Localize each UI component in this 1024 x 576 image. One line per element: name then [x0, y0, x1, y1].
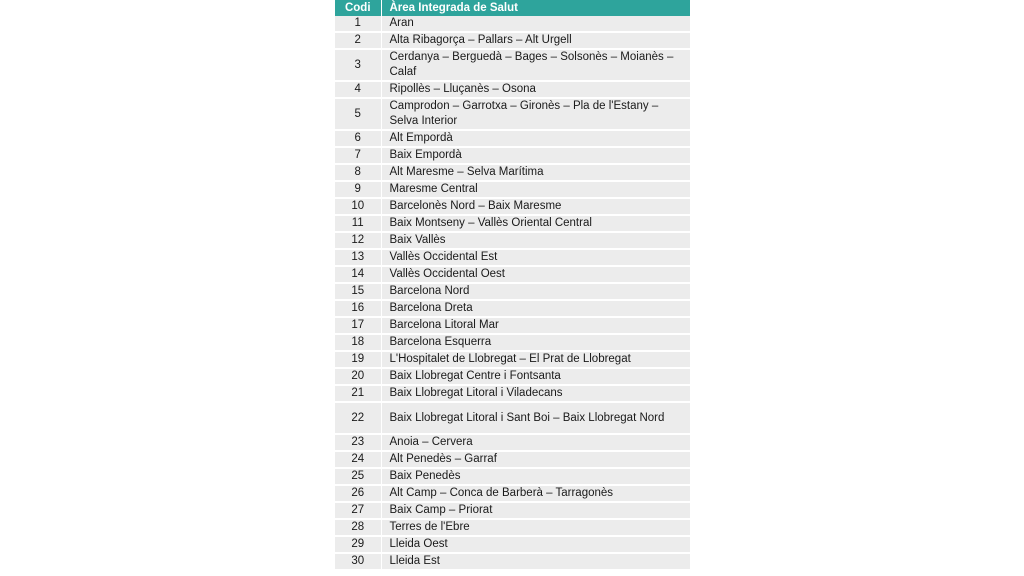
row-area-name: Terres de l'Ebre: [381, 519, 690, 536]
row-code: 15: [335, 283, 381, 300]
table-row: [335, 519, 690, 536]
row-area-name: Vallès Occidental Oest: [381, 266, 690, 283]
row-area-name: Baix Penedès: [381, 468, 690, 485]
row-code: 19: [335, 351, 381, 368]
row-area-name: Lleida Oest: [381, 536, 690, 553]
row-area-name: Barcelona Dreta: [381, 300, 690, 317]
table-row: [335, 249, 690, 266]
row-area-name: L'Hospitalet de Llobregat – El Prat de Llobregat: [381, 351, 690, 368]
row-code: 21: [335, 385, 381, 402]
table-row: [335, 385, 690, 402]
row-code: 27: [335, 502, 381, 519]
row-code: 18: [335, 334, 381, 351]
table-row: [335, 351, 690, 368]
row-code: 1: [335, 16, 381, 32]
row-area-name: Barcelonès Nord – Baix Maresme: [381, 198, 690, 215]
table-row: [335, 181, 690, 198]
row-code: 13: [335, 249, 381, 266]
row-area-name: Barcelona Litoral Mar: [381, 317, 690, 334]
row-code: 17: [335, 317, 381, 334]
table-row: [335, 536, 690, 553]
row-code: 14: [335, 266, 381, 283]
row-code: 4: [335, 81, 381, 98]
table-row: [335, 266, 690, 283]
table-row: [335, 368, 690, 385]
table-row: [335, 502, 690, 519]
table-row: [335, 81, 690, 98]
row-code: 8: [335, 164, 381, 181]
row-code: 22: [335, 402, 381, 434]
row-area-name: Alt Empordà: [381, 130, 690, 147]
table-row: [335, 468, 690, 485]
table-row: [335, 334, 690, 351]
row-code: 6: [335, 130, 381, 147]
row-code: 25: [335, 468, 381, 485]
row-code: 10: [335, 198, 381, 215]
table-row: [335, 130, 690, 147]
row-code: 29: [335, 536, 381, 553]
table-row: [335, 232, 690, 249]
row-area-name: Barcelona Esquerra: [381, 334, 690, 351]
header-code: Codi: [335, 0, 381, 16]
row-area-name: Baix Montseny – Vallès Oriental Central: [381, 215, 690, 232]
row-area-name: Baix Llobregat Centre i Fontsanta: [381, 368, 690, 385]
health-areas-table: [335, 0, 691, 571]
row-code: 30: [335, 553, 381, 570]
table-row: [335, 198, 690, 215]
header-area-name: Àrea Integrada de Salut: [381, 0, 690, 16]
table-row: [335, 16, 690, 32]
table-row: [335, 300, 690, 317]
row-code: 24: [335, 451, 381, 468]
row-area-name: Barcelona Nord: [381, 283, 690, 300]
row-code: 2: [335, 32, 381, 49]
table-row: [335, 215, 690, 232]
table-row: [335, 32, 690, 49]
row-area-name: Cerdanya – Berguedà – Bages – Solsonès – Moianès – Calaf: [381, 49, 690, 81]
row-area-name: Alt Maresme – Selva Marítima: [381, 164, 690, 181]
row-code: 9: [335, 181, 381, 198]
row-code: 28: [335, 519, 381, 536]
table-row: [335, 402, 690, 434]
row-area-name: Lleida Est: [381, 553, 690, 570]
row-area-name: Baix Camp – Priorat: [381, 502, 690, 519]
table-row: [335, 283, 690, 300]
row-area-name: Alt Camp – Conca de Barberà – Tarragonès: [381, 485, 690, 502]
table-row: [335, 485, 690, 502]
row-area-name: Alta Ribagorça – Pallars – Alt Urgell: [381, 32, 690, 49]
table-row: [335, 147, 690, 164]
table-row: [335, 434, 690, 451]
row-area-name: Baix Vallès: [381, 232, 690, 249]
row-area-name: Baix Llobregat Litoral i Viladecans: [381, 385, 690, 402]
row-area-name: Baix Empordà: [381, 147, 690, 164]
table-row: [335, 553, 690, 570]
row-code: 11: [335, 215, 381, 232]
row-code: 26: [335, 485, 381, 502]
row-area-name: Vallès Occidental Est: [381, 249, 690, 266]
row-area-name: Alt Penedès – Garraf: [381, 451, 690, 468]
table-row: [335, 164, 690, 181]
row-area-name: Aran: [381, 16, 690, 32]
row-code: 16: [335, 300, 381, 317]
row-code: 7: [335, 147, 381, 164]
row-code: 12: [335, 232, 381, 249]
table-row: [335, 49, 690, 81]
row-area-name: Maresme Central: [381, 181, 690, 198]
row-code: 5: [335, 98, 381, 130]
table-row: [335, 451, 690, 468]
row-area-name: Camprodon – Garrotxa – Gironès – Pla de l'Estany – Selva Interior: [381, 98, 690, 130]
table-header-row: [335, 0, 690, 16]
row-area-name: Ripollès – Lluçanès – Osona: [381, 81, 690, 98]
row-code: 20: [335, 368, 381, 385]
table-row: [335, 317, 690, 334]
row-area-name: Baix Llobregat Litoral i Sant Boi – Baix Llobregat Nord: [381, 402, 690, 434]
row-code: 3: [335, 49, 381, 81]
row-code: 23: [335, 434, 381, 451]
table-row: [335, 98, 690, 130]
row-area-name: Anoia – Cervera: [381, 434, 690, 451]
